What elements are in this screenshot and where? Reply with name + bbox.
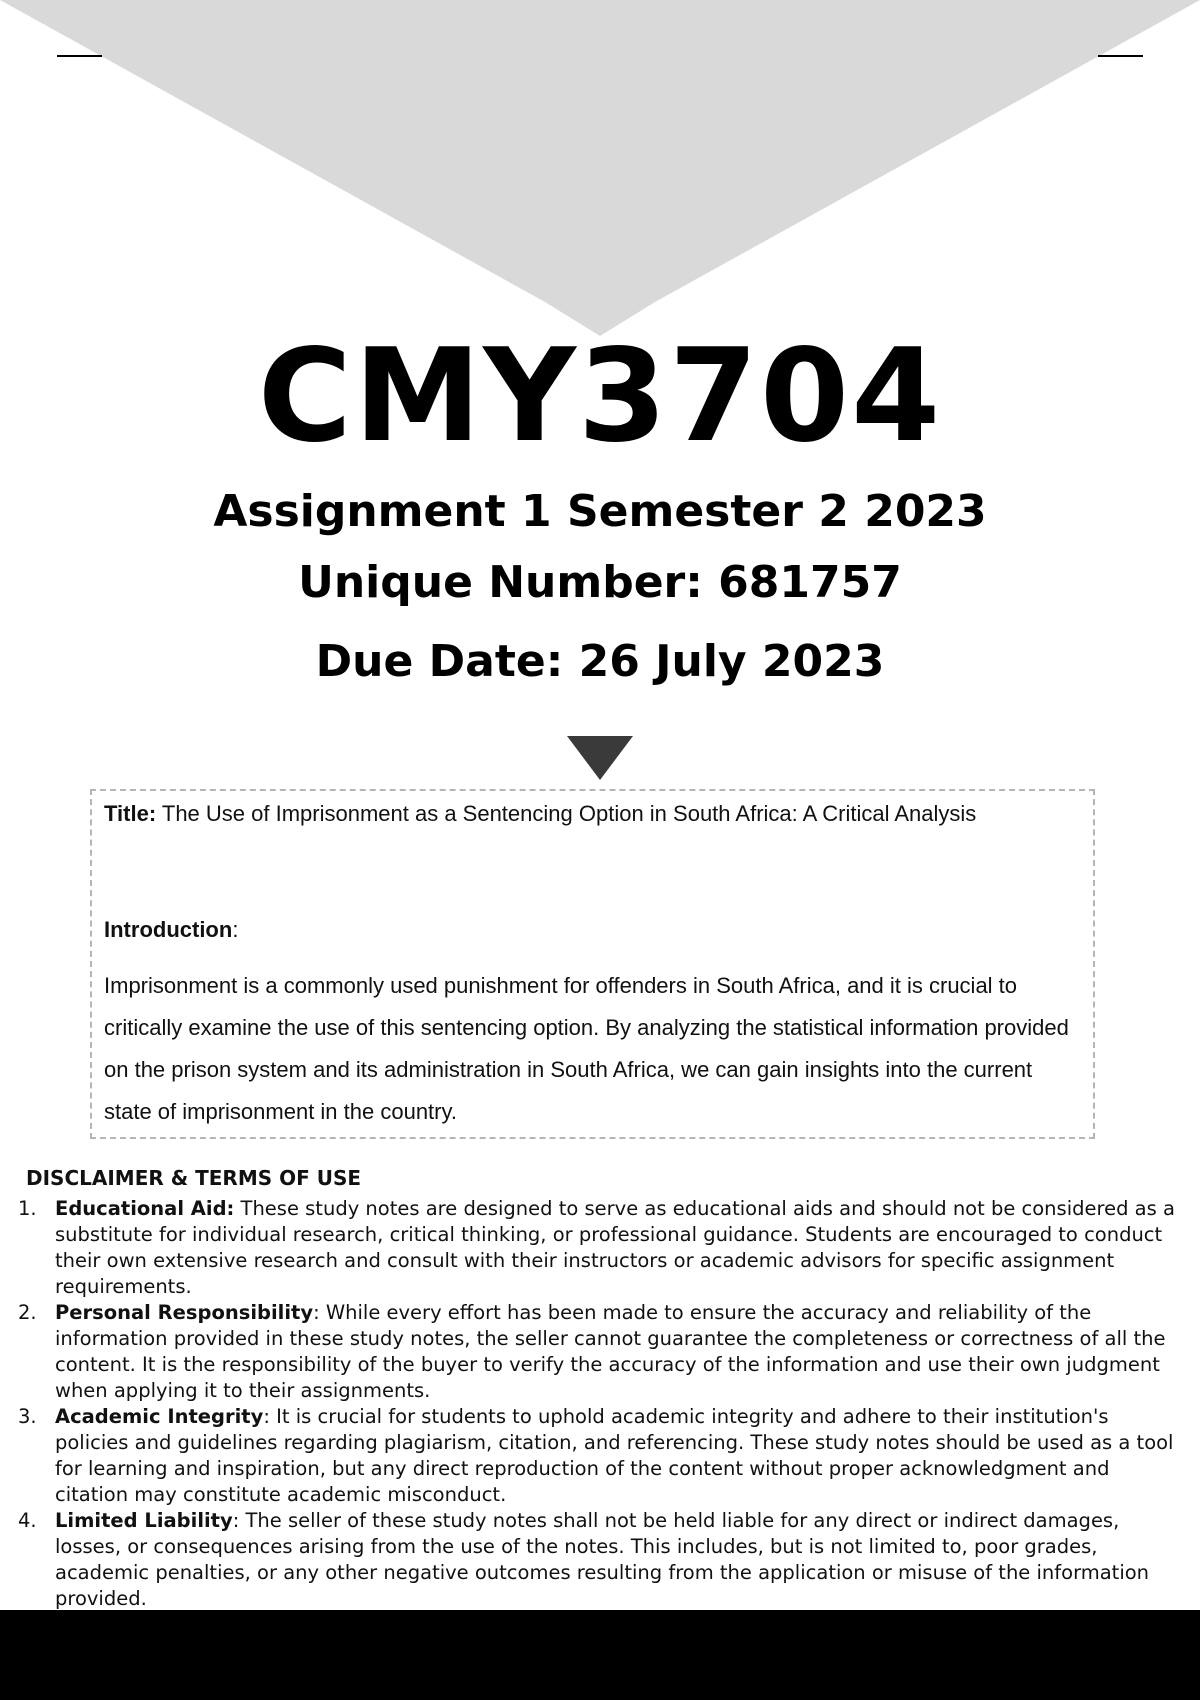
- disclaimer-heading: DISCLAIMER & TERMS OF USE: [26, 1166, 362, 1190]
- list-item-number: 3.: [18, 1405, 37, 1428]
- list-item-body: These study notes are designed to serve as educational aids and should not be considered as a substitute for individual research, critical thinking, or professional guidance. Students are encouraged to conduct their own extensive research and consult with their instructors or academic advisors for specific assignment requirements.: [55, 1197, 1175, 1298]
- list-item: [18, 1300, 1188, 1404]
- list-item-label: Academic Integrity: [55, 1405, 264, 1428]
- list-item-body: : The seller of these study notes shall not be held liable for any direct or indirect damages, losses, or consequences arising from the use of the notes. This includes, but is not limited to, poor grades, academic penalties, or any other negative outcomes resulting from the application or misuse of the information provided.: [55, 1509, 1150, 1610]
- intro-body: Imprisonment is a commonly used punishment for offenders in South Africa, and it is crucial to critically examine the use of this sentencing option. By analyzing the statistical information provided on the prison system and its administration in South Africa, we can gain insights into the current state of imprisonment in the country.: [104, 973, 1069, 1124]
- intro-heading: [104, 915, 1081, 945]
- disclaimer-list: [18, 1196, 1188, 1612]
- list-item-body: : While every effort has been made to ensure the accuracy and reliability of the information provided in these study notes, the seller cannot guarantee the completeness or correctness of all the content. It is the responsibility of the buyer to verify the accuracy of the information and use their own judgment when applying it to their assignments.: [55, 1301, 1166, 1402]
- list-item: [18, 1508, 1188, 1612]
- list-item-text: [55, 1404, 1188, 1508]
- cover-banner-chevron: [0, 0, 1200, 340]
- list-item-text: [55, 1508, 1188, 1612]
- list-item-text: [55, 1196, 1188, 1300]
- essay-title-text: The Use of Imprisonment as a Sentencing Option in South Africa: A Critical Analysis: [161, 801, 977, 826]
- list-item: [18, 1404, 1188, 1508]
- essay-preview-box: [90, 789, 1095, 1139]
- corner-rule-left: [57, 55, 102, 57]
- course-code: CMY3704: [257, 322, 943, 471]
- list-item: [18, 1196, 1188, 1300]
- list-item-text: [55, 1300, 1188, 1404]
- essay-title-label: Title:: [104, 801, 157, 826]
- essay-title: [104, 799, 1081, 829]
- bottom-black-bar: [0, 1610, 1200, 1700]
- list-item-number: 1.: [18, 1197, 37, 1220]
- list-item-number: 2.: [18, 1301, 37, 1324]
- list-item-label: Educational Aid:: [55, 1197, 235, 1220]
- intro-label: Introduction: [104, 917, 233, 942]
- disclaimer-section: [18, 1164, 1188, 1612]
- list-item-label: Limited Liability: [55, 1509, 233, 1532]
- intro-colon: :: [232, 917, 239, 942]
- list-item-label: Personal Responsibility: [55, 1301, 314, 1324]
- list-item-number: 4.: [18, 1509, 37, 1532]
- corner-rule-right: [1098, 55, 1143, 57]
- down-arrow-icon: [567, 736, 633, 780]
- assignment-line: Assignment 1 Semester 2 2023: [213, 486, 987, 537]
- due-date-line: Due Date: 26 July 2023: [315, 636, 885, 687]
- unique-number-line: Unique Number: 681757: [298, 557, 902, 608]
- list-item-body: : It is crucial for students to uphold academic integrity and adhere to their institution's policies and guidelines regarding plagiarism, citation, and referencing. These study notes should be used as a tool for learning and inspiration, but any direct reproduction of the content without proper acknowledgment and citation may constitute academic misconduct.: [55, 1405, 1174, 1506]
